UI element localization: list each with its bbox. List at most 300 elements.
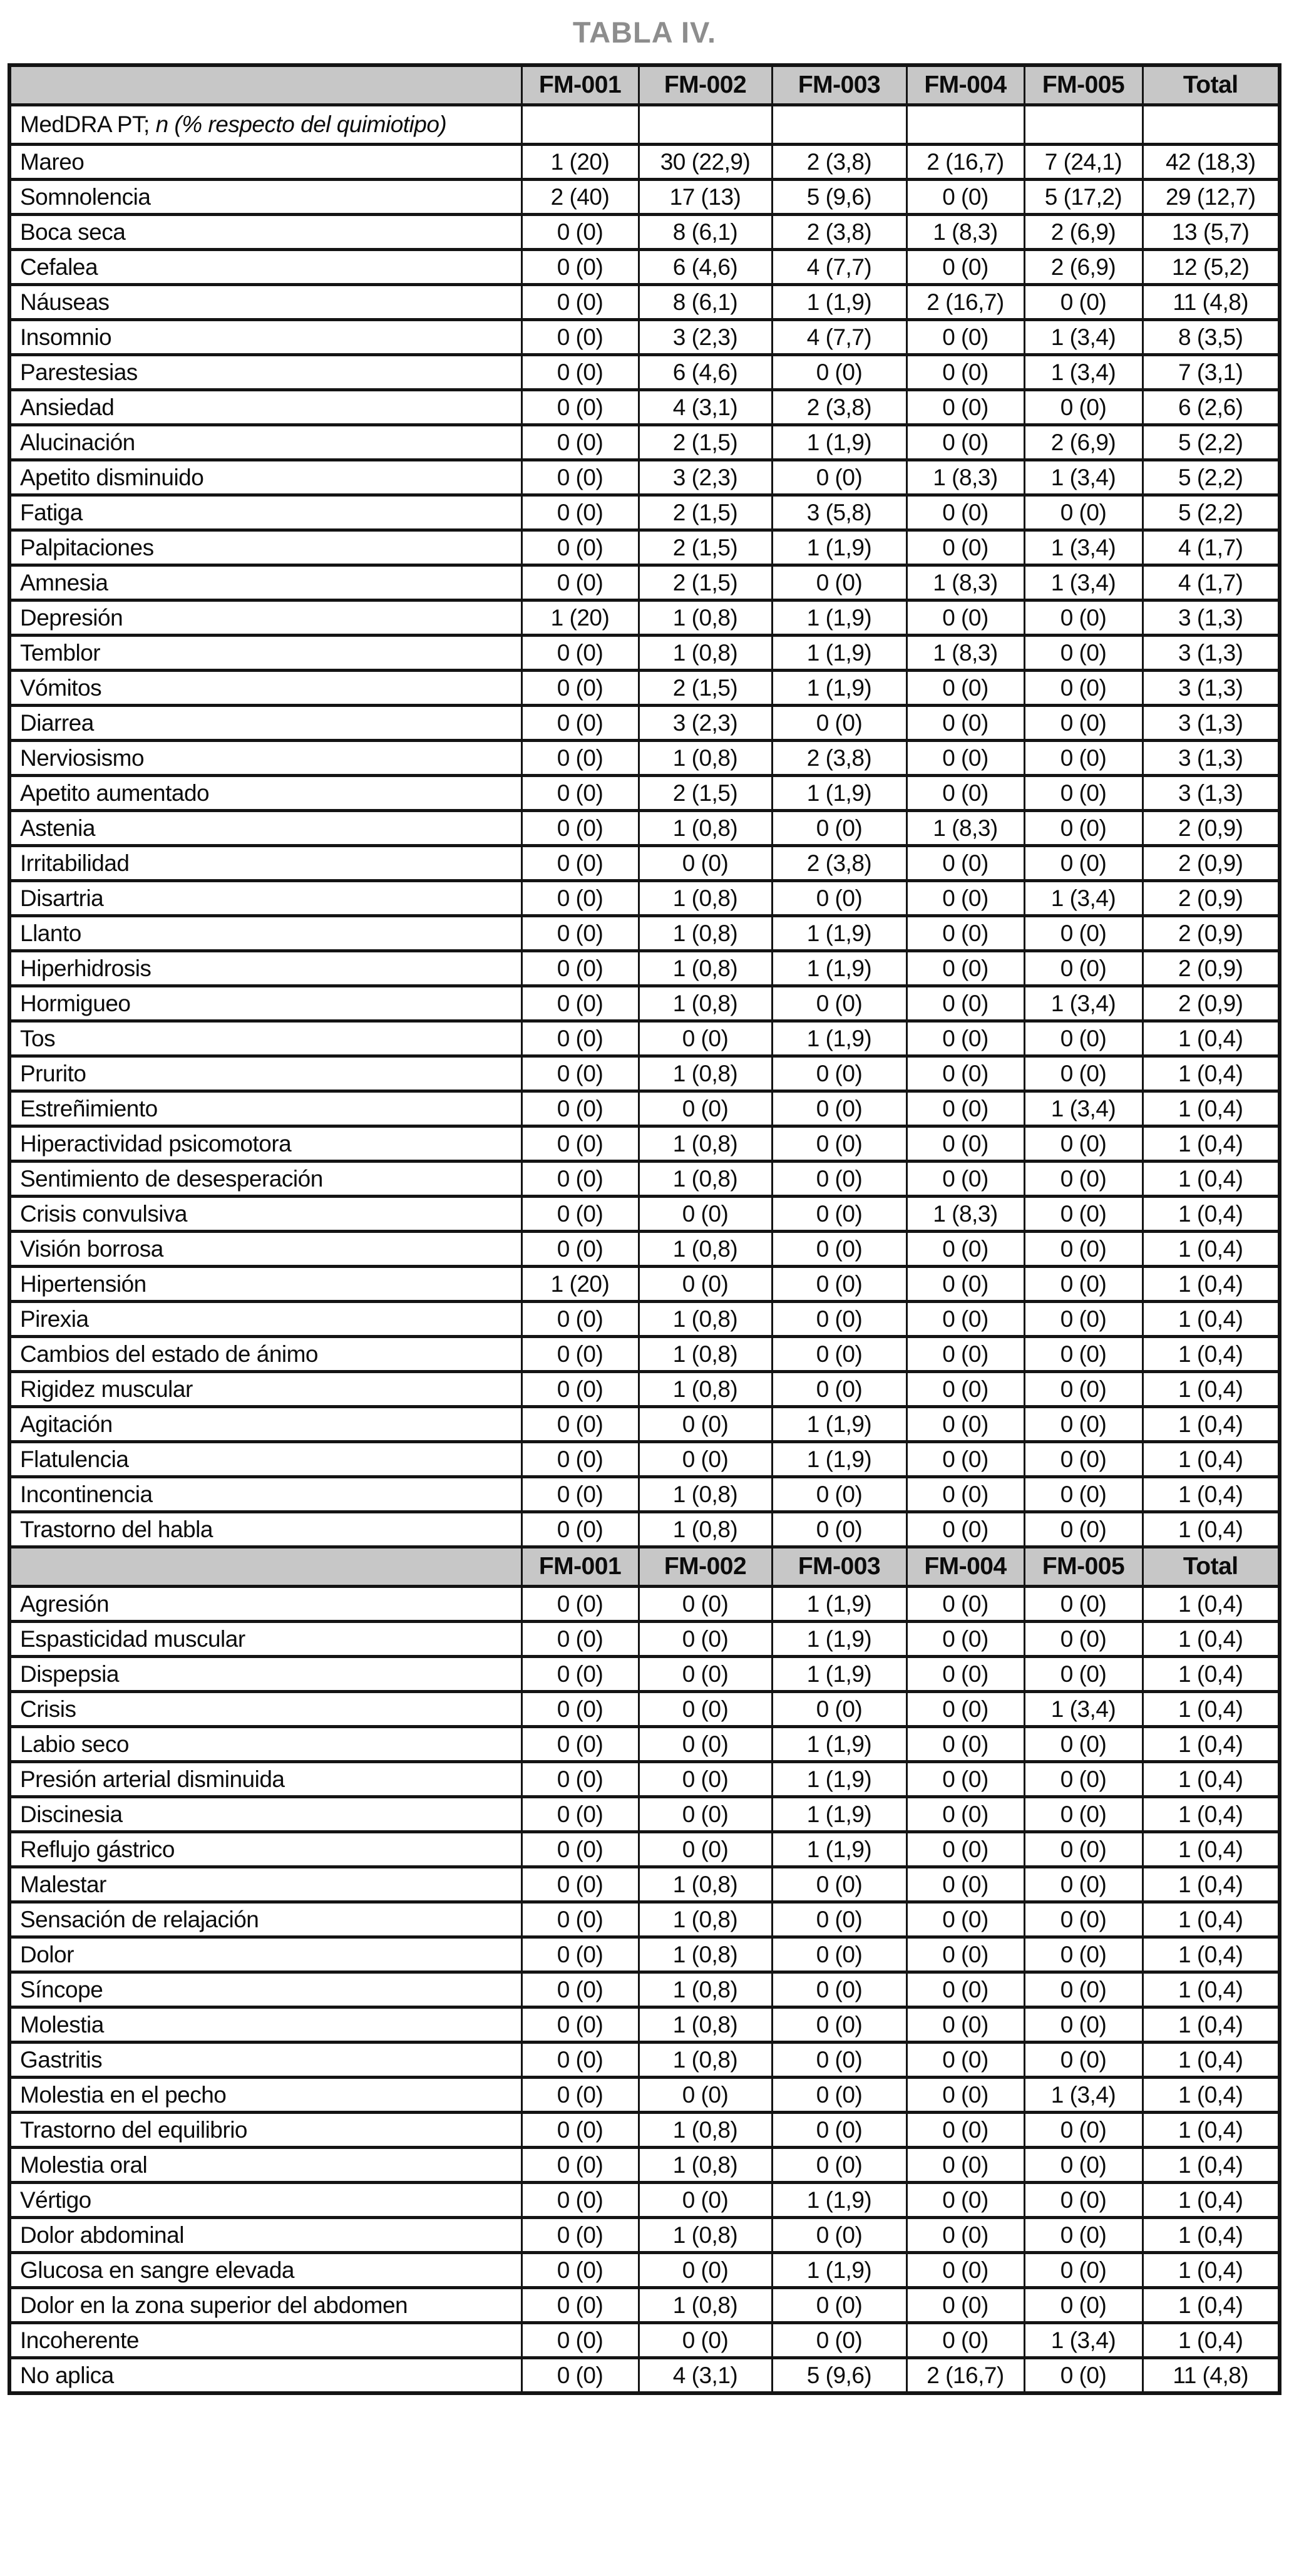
table-row [9, 425, 1280, 460]
cell-value: 0 (0) [1024, 1197, 1143, 1232]
cell-value: 0 (0) [1024, 1407, 1143, 1442]
column-header: FM-005 [1024, 1547, 1143, 1587]
cell-value: 1 (3,4) [1024, 2323, 1143, 2358]
cell-value: 0 (0) [906, 2323, 1024, 2358]
cell-value: 2 (1,5) [639, 530, 772, 565]
cell-value: 5 (9,6) [772, 180, 906, 215]
cell-value: 0 (0) [906, 2078, 1024, 2113]
row-label: Molestia [9, 2007, 521, 2043]
cell-value: 1 (20) [521, 145, 639, 180]
cell-value: 0 (0) [521, 1337, 639, 1372]
cell-value: 7 (3,1) [1143, 355, 1280, 390]
cell-value: 0 (0) [521, 1162, 639, 1197]
cell-value: 1 (0,4) [1143, 1091, 1280, 1126]
row-label: Glucosa en sangre elevada [9, 2253, 521, 2288]
cell-value: 1 (0,8) [639, 1372, 772, 1407]
cell-value: 8 (6,1) [639, 215, 772, 250]
cell-value: 0 (0) [1024, 636, 1143, 671]
empty-cell [521, 105, 639, 145]
cell-value: 0 (0) [521, 285, 639, 320]
cell-value: 1 (1,9) [772, 916, 906, 951]
cell-value: 0 (0) [1024, 1442, 1143, 1477]
table-row [9, 2078, 1280, 2113]
cell-value: 1 (0,8) [639, 986, 772, 1021]
column-header: FM-004 [906, 1547, 1024, 1587]
cell-value: 0 (0) [639, 1762, 772, 1797]
cell-value: 2 (3,8) [772, 390, 906, 425]
table-row [9, 1126, 1280, 1162]
table-row [9, 250, 1280, 285]
table-row [9, 2323, 1280, 2358]
row-label: Dolor abdominal [9, 2218, 521, 2253]
table-row [9, 1477, 1280, 1512]
cell-value: 0 (0) [521, 741, 639, 776]
cell-value: 1 (0,4) [1143, 2253, 1280, 2288]
cell-value: 0 (0) [521, 2323, 639, 2358]
cell-value: 0 (0) [906, 1162, 1024, 1197]
cell-value: 0 (0) [639, 2253, 772, 2288]
cell-value: 0 (0) [521, 2253, 639, 2288]
cell-value: 0 (0) [521, 2358, 639, 2394]
column-header: Total [1143, 1547, 1280, 1587]
cell-value: 1 (1,9) [772, 1587, 906, 1622]
cell-value: 1 (1,9) [772, 951, 906, 986]
cell-value: 0 (0) [1024, 1972, 1143, 2007]
cell-value: 0 (0) [1024, 495, 1143, 530]
cell-value: 0 (0) [521, 390, 639, 425]
cell-value: 0 (0) [906, 951, 1024, 986]
cell-value: 2 (0,9) [1143, 916, 1280, 951]
row-label: Visión borrosa [9, 1232, 521, 1267]
cell-value: 0 (0) [1024, 1056, 1143, 1091]
cell-value: 0 (0) [906, 250, 1024, 285]
cell-value: 0 (0) [906, 2043, 1024, 2078]
cell-value: 1 (0,8) [639, 1056, 772, 1091]
cell-value: 8 (3,5) [1143, 320, 1280, 355]
cell-value: 0 (0) [521, 320, 639, 355]
row-label: Palpitaciones [9, 530, 521, 565]
cell-value: 0 (0) [1024, 600, 1143, 636]
empty-cell [1143, 105, 1280, 145]
cell-value: 11 (4,8) [1143, 2358, 1280, 2394]
row-label: Diarrea [9, 706, 521, 741]
cell-value: 0 (0) [906, 1692, 1024, 1727]
cell-value: 0 (0) [906, 530, 1024, 565]
column-header: FM-002 [639, 65, 772, 105]
cell-value: 0 (0) [906, 1232, 1024, 1267]
cell-value: 0 (0) [906, 1867, 1024, 1902]
column-header: FM-005 [1024, 65, 1143, 105]
cell-value: 4 (1,7) [1143, 565, 1280, 600]
cell-value: 0 (0) [1024, 846, 1143, 881]
cell-value: 0 (0) [772, 1267, 906, 1302]
table-row [9, 460, 1280, 495]
cell-value: 0 (0) [1024, 1477, 1143, 1512]
cell-value: 0 (0) [521, 2148, 639, 2183]
cell-value: 0 (0) [906, 1302, 1024, 1337]
cell-value: 17 (13) [639, 180, 772, 215]
cell-value: 3 (1,3) [1143, 776, 1280, 811]
cell-value: 12 (5,2) [1143, 250, 1280, 285]
row-label: Trastorno del equilibrio [9, 2113, 521, 2148]
cell-value: 0 (0) [772, 811, 906, 846]
table-row [9, 1867, 1280, 1902]
cell-value: 3 (2,3) [639, 706, 772, 741]
column-header: FM-001 [521, 65, 639, 105]
cell-value: 0 (0) [521, 1302, 639, 1337]
cell-value: 6 (4,6) [639, 250, 772, 285]
cell-value: 0 (0) [772, 881, 906, 916]
cell-value: 11 (4,8) [1143, 285, 1280, 320]
table-row [9, 1832, 1280, 1867]
row-label: Astenia [9, 811, 521, 846]
cell-value: 2 (0,9) [1143, 881, 1280, 916]
row-label: Alucinación [9, 425, 521, 460]
cell-value: 0 (0) [521, 2288, 639, 2323]
table-row [9, 2218, 1280, 2253]
cell-value: 1 (1,9) [772, 636, 906, 671]
cell-value: 1 (1,9) [772, 285, 906, 320]
cell-value: 0 (0) [521, 1797, 639, 1832]
cell-value: 0 (0) [521, 881, 639, 916]
cell-value: 1 (0,4) [1143, 1372, 1280, 1407]
cell-value: 0 (0) [906, 2183, 1024, 2218]
header-spacer-cell [9, 65, 521, 105]
cell-value: 0 (0) [521, 2007, 639, 2043]
cell-value: 0 (0) [1024, 1267, 1143, 1302]
cell-value: 0 (0) [1024, 1832, 1143, 1867]
column-header: FM-001 [521, 1547, 639, 1587]
row-label: Cefalea [9, 250, 521, 285]
cell-value: 0 (0) [521, 1972, 639, 2007]
cell-value: 0 (0) [639, 846, 772, 881]
cell-value: 1 (0,8) [639, 2007, 772, 2043]
cell-value: 0 (0) [1024, 1762, 1143, 1797]
cell-value: 0 (0) [1024, 776, 1143, 811]
cell-value: 0 (0) [906, 425, 1024, 460]
row-label: Náuseas [9, 285, 521, 320]
row-label: Boca seca [9, 215, 521, 250]
cell-value: 0 (0) [521, 1021, 639, 1056]
row-label: Ansiedad [9, 390, 521, 425]
cell-value: 2 (16,7) [906, 2358, 1024, 2394]
cell-value: 1 (0,4) [1143, 1587, 1280, 1622]
cell-value: 1 (1,9) [772, 530, 906, 565]
row-label: Tos [9, 1021, 521, 1056]
cell-value: 1 (0,4) [1143, 1692, 1280, 1727]
row-label: Hiperactividad psicomotora [9, 1126, 521, 1162]
row-label: Prurito [9, 1056, 521, 1091]
cell-value: 0 (0) [521, 1126, 639, 1162]
cell-value: 0 (0) [639, 2078, 772, 2113]
cell-value: 1 (0,4) [1143, 2113, 1280, 2148]
cell-value: 0 (0) [521, 1902, 639, 1937]
table-row [9, 1091, 1280, 1126]
cell-value: 0 (0) [906, 1442, 1024, 1477]
cell-value: 0 (0) [906, 495, 1024, 530]
table-row [9, 2113, 1280, 2148]
row-label: Incontinencia [9, 1477, 521, 1512]
cell-value: 0 (0) [639, 1832, 772, 1867]
table-row [9, 2183, 1280, 2218]
cell-value: 5 (2,2) [1143, 495, 1280, 530]
table-row [9, 355, 1280, 390]
cell-value: 0 (0) [772, 460, 906, 495]
cell-value: 1 (0,8) [639, 1337, 772, 1372]
cell-value: 29 (12,7) [1143, 180, 1280, 215]
cell-value: 1 (0,4) [1143, 2288, 1280, 2323]
cell-value: 1 (1,9) [772, 600, 906, 636]
cell-value: 0 (0) [906, 2253, 1024, 2288]
table-row [9, 1302, 1280, 1337]
row-label: Insomnio [9, 320, 521, 355]
cell-value: 0 (0) [906, 846, 1024, 881]
column-header: FM-004 [906, 65, 1024, 105]
cell-value: 0 (0) [639, 2323, 772, 2358]
cell-value: 0 (0) [772, 355, 906, 390]
cell-value: 0 (0) [521, 1056, 639, 1091]
cell-value: 0 (0) [1024, 1162, 1143, 1197]
cell-value: 4 (7,7) [772, 320, 906, 355]
meddra-note-prefix: MedDRA PT; [20, 111, 156, 137]
table-row [9, 145, 1280, 180]
cell-value: 1 (0,8) [639, 600, 772, 636]
cell-value: 0 (0) [772, 1162, 906, 1197]
row-label: Cambios del estado de ánimo [9, 1337, 521, 1372]
cell-value: 0 (0) [906, 2288, 1024, 2323]
row-label: No aplica [9, 2358, 521, 2394]
table-row [9, 1442, 1280, 1477]
cell-value: 1 (0,4) [1143, 1972, 1280, 2007]
cell-value: 0 (0) [1024, 1622, 1143, 1657]
row-label: Llanto [9, 916, 521, 951]
cell-value: 0 (0) [906, 1972, 1024, 2007]
cell-value: 1 (3,4) [1024, 355, 1143, 390]
row-label: Fatiga [9, 495, 521, 530]
cell-value: 5 (2,2) [1143, 460, 1280, 495]
cell-value: 2 (1,5) [639, 425, 772, 460]
cell-value: 1 (0,8) [639, 2113, 772, 2148]
cell-value: 0 (0) [772, 1937, 906, 1972]
cell-value: 0 (0) [1024, 2148, 1143, 2183]
cell-value: 1 (8,3) [906, 215, 1024, 250]
row-label: Presión arterial disminuida [9, 1762, 521, 1797]
table-row [9, 1162, 1280, 1197]
cell-value: 1 (0,4) [1143, 1727, 1280, 1762]
cell-value: 0 (0) [1024, 811, 1143, 846]
cell-value: 1 (0,4) [1143, 1512, 1280, 1547]
cell-value: 0 (0) [1024, 1727, 1143, 1762]
row-label: Dispepsia [9, 1657, 521, 1692]
cell-value: 1 (3,4) [1024, 530, 1143, 565]
cell-value: 0 (0) [1024, 285, 1143, 320]
cell-value: 1 (0,8) [639, 1302, 772, 1337]
cell-value: 0 (0) [639, 1657, 772, 1692]
cell-value: 0 (0) [772, 1372, 906, 1407]
cell-value: 0 (0) [906, 2218, 1024, 2253]
cell-value: 0 (0) [521, 425, 639, 460]
cell-value: 0 (0) [521, 1587, 639, 1622]
cell-value: 0 (0) [1024, 1657, 1143, 1692]
table-row [9, 1056, 1280, 1091]
table-row [9, 1902, 1280, 1937]
cell-value: 0 (0) [906, 1267, 1024, 1302]
cell-value: 0 (0) [906, 741, 1024, 776]
table-row [9, 636, 1280, 671]
cell-value: 0 (0) [521, 1832, 639, 1867]
cell-value: 1 (0,4) [1143, 1197, 1280, 1232]
cell-value: 0 (0) [1024, 1512, 1143, 1547]
cell-value: 8 (6,1) [639, 285, 772, 320]
cell-value: 0 (0) [521, 2113, 639, 2148]
cell-value: 1 (3,4) [1024, 320, 1143, 355]
cell-value: 0 (0) [906, 2007, 1024, 2043]
cell-value: 1 (0,4) [1143, 2218, 1280, 2253]
cell-value: 0 (0) [639, 1797, 772, 1832]
cell-value: 2 (6,9) [1024, 250, 1143, 285]
cell-value: 1 (0,8) [639, 2043, 772, 2078]
cell-value: 1 (0,4) [1143, 1867, 1280, 1902]
cell-value: 1 (1,9) [772, 2253, 906, 2288]
cell-value: 1 (0,8) [639, 1972, 772, 2007]
cell-value: 1 (1,9) [772, 1622, 906, 1657]
table-row [9, 1337, 1280, 1372]
cell-value: 0 (0) [772, 1056, 906, 1091]
cell-value: 7 (24,1) [1024, 145, 1143, 180]
cell-value: 0 (0) [772, 1232, 906, 1267]
table-row [9, 776, 1280, 811]
cell-value: 1 (1,9) [772, 1021, 906, 1056]
cell-value: 0 (0) [521, 2183, 639, 2218]
cell-value: 1 (8,3) [906, 565, 1024, 600]
column-header-row [9, 65, 1280, 105]
cell-value: 1 (0,4) [1143, 1902, 1280, 1937]
cell-value: 1 (0,8) [639, 741, 772, 776]
table-row [9, 180, 1280, 215]
cell-value: 1 (1,9) [772, 425, 906, 460]
cell-value: 0 (0) [521, 776, 639, 811]
cell-value: 0 (0) [772, 1477, 906, 1512]
cell-value: 1 (0,4) [1143, 1762, 1280, 1797]
cell-value: 0 (0) [639, 1442, 772, 1477]
cell-value: 0 (0) [521, 1477, 639, 1512]
cell-value: 0 (0) [906, 1622, 1024, 1657]
cell-value: 1 (3,4) [1024, 565, 1143, 600]
cell-value: 0 (0) [521, 706, 639, 741]
cell-value: 0 (0) [1024, 2253, 1143, 2288]
cell-value: 0 (0) [906, 1727, 1024, 1762]
cell-value: 2 (16,7) [906, 145, 1024, 180]
cell-value: 0 (0) [639, 1622, 772, 1657]
cell-value: 1 (8,3) [906, 1197, 1024, 1232]
row-label: Vértigo [9, 2183, 521, 2218]
table-row [9, 846, 1280, 881]
cell-value: 0 (0) [1024, 1372, 1143, 1407]
cell-value: 0 (0) [521, 1407, 639, 1442]
meddra-note-variable: n (% respecto del quimiotipo) [155, 111, 447, 137]
empty-cell [639, 105, 772, 145]
cell-value: 0 (0) [1024, 1021, 1143, 1056]
table-row [9, 2288, 1280, 2323]
cell-value: 1 (0,4) [1143, 1657, 1280, 1692]
cell-value: 1 (1,9) [772, 1762, 906, 1797]
cell-value: 0 (0) [521, 846, 639, 881]
cell-value: 0 (0) [772, 986, 906, 1021]
cell-value: 5 (9,6) [772, 2358, 906, 2394]
row-label: Rigidez muscular [9, 1372, 521, 1407]
cell-value: 1 (0,8) [639, 2288, 772, 2323]
cell-value: 6 (4,6) [639, 355, 772, 390]
cell-value: 42 (18,3) [1143, 145, 1280, 180]
table-row [9, 951, 1280, 986]
cell-value: 0 (0) [521, 2078, 639, 2113]
cell-value: 1 (0,4) [1143, 1477, 1280, 1512]
cell-value: 1 (0,8) [639, 1232, 772, 1267]
cell-value: 0 (0) [521, 1197, 639, 1232]
cell-value: 0 (0) [521, 1657, 639, 1692]
row-label: Síncope [9, 1972, 521, 2007]
cell-value: 0 (0) [772, 2288, 906, 2323]
cell-value: 0 (0) [906, 320, 1024, 355]
cell-value: 2 (6,9) [1024, 215, 1143, 250]
row-label: Hormigueo [9, 986, 521, 1021]
column-header: FM-002 [639, 1547, 772, 1587]
cell-value: 0 (0) [521, 2043, 639, 2078]
table-row [9, 2043, 1280, 2078]
cell-value: 1 (0,8) [639, 636, 772, 671]
cell-value: 0 (0) [906, 1657, 1024, 1692]
cell-value: 1 (0,4) [1143, 2323, 1280, 2358]
cell-value: 0 (0) [521, 1762, 639, 1797]
cell-value: 0 (0) [521, 986, 639, 1021]
cell-value: 1 (0,8) [639, 1162, 772, 1197]
row-label: Mareo [9, 145, 521, 180]
cell-value: 1 (1,9) [772, 776, 906, 811]
cell-value: 0 (0) [906, 355, 1024, 390]
cell-value: 0 (0) [1024, 1337, 1143, 1372]
cell-value: 0 (0) [772, 2148, 906, 2183]
cell-value: 1 (0,4) [1143, 1337, 1280, 1372]
cell-value: 0 (0) [906, 1797, 1024, 1832]
table-row [9, 1512, 1280, 1547]
cell-value: 0 (0) [906, 986, 1024, 1021]
cell-value: 0 (0) [1024, 951, 1143, 986]
table-row [9, 2253, 1280, 2288]
cell-value: 1 (0,8) [639, 916, 772, 951]
cell-value: 0 (0) [772, 565, 906, 600]
cell-value: 1 (0,8) [639, 1902, 772, 1937]
cell-value: 0 (0) [639, 1197, 772, 1232]
cell-value: 1 (0,8) [639, 2218, 772, 2253]
cell-value: 1 (0,8) [639, 1126, 772, 1162]
cell-value: 0 (0) [772, 2113, 906, 2148]
cell-value: 0 (0) [772, 2043, 906, 2078]
cell-value: 0 (0) [772, 1902, 906, 1937]
cell-value: 1 (1,9) [772, 1442, 906, 1477]
cell-value: 1 (0,8) [639, 951, 772, 986]
row-label: Trastorno del habla [9, 1512, 521, 1547]
cell-value: 0 (0) [1024, 706, 1143, 741]
cell-value: 2 (3,8) [772, 145, 906, 180]
cell-value: 0 (0) [521, 1727, 639, 1762]
cell-value: 1 (3,4) [1024, 986, 1143, 1021]
row-label: Espasticidad muscular [9, 1622, 521, 1657]
empty-cell [906, 105, 1024, 145]
cell-value: 1 (0,4) [1143, 1162, 1280, 1197]
cell-value: 0 (0) [521, 916, 639, 951]
cell-value: 1 (1,9) [772, 671, 906, 706]
cell-value: 0 (0) [639, 1692, 772, 1727]
